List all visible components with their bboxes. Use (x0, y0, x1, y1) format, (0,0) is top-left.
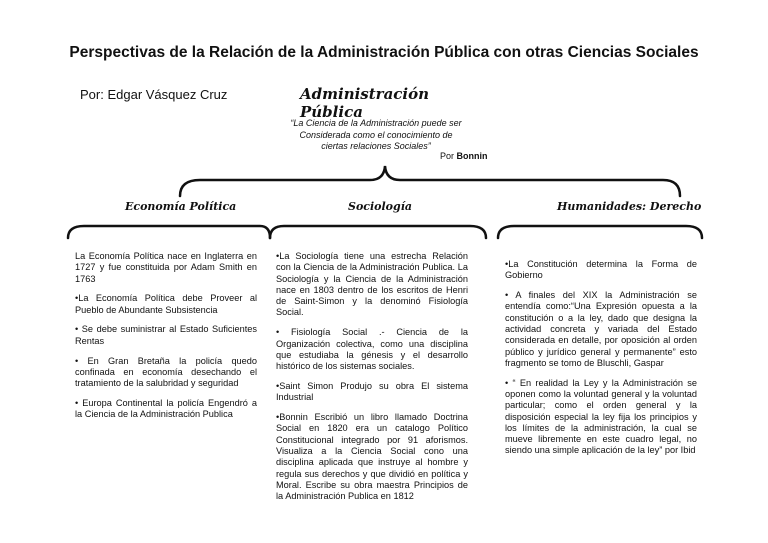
top-brace (180, 166, 680, 196)
brace-economia (68, 226, 270, 238)
quote-attribution-prefix: Por (440, 151, 455, 161)
paragraph: •La Constitución determina la Forma de Gobierno (505, 259, 697, 281)
main-heading: Administración Pública (300, 85, 430, 121)
quote-attribution-name: Bonnin (456, 151, 488, 161)
brace-sociologia (270, 226, 486, 238)
paragraph: •La Economía Política debe Proveer al Pueblo de Abundante Subsistencia (75, 293, 257, 315)
paragraph: •Saint Simon Produjo su obra El sistema Industrial (276, 380, 468, 403)
column-humanidades-derecho (505, 259, 697, 465)
paragraph: La Economía Política nace en Inglaterra en 1727 y fue constituida por Adam Smith en 1763 (75, 251, 257, 284)
quote: “La Ciencia de la Administración puede ser Considerada como el conocimiento de ciertas relaciones Sociales” (290, 118, 462, 151)
column-sociologia (276, 251, 468, 511)
paragraph: •La Sociología tiene una estrecha Relación con la Ciencia de la Administración Publica. La Sociología y la Ciencia de la Administración nace en 1803 dentro de los escritos de Henri de Saint-Simon y la denominó Fisiología Social. (276, 251, 468, 318)
heading-humanidades-derecho: Humanidades: Derecho (557, 200, 702, 213)
column-economia-politica (75, 251, 257, 429)
paragraph: •Bonnin Escribió un libro llamado Doctrina Social en 1820 era un catalogo Político Constitucional integrado por 91 aforismos. Visualiza a la Ciencia Social cono una disciplina aplicada que instruye al hombre y regula sus derechos y que dividió en política y Moral. Escribe su obra maestra Principios de la Administración Publica en 1812 (276, 412, 468, 502)
paragraph: • A finales del XIX la Administración se entendía como:“Una Expresión opuesta a la constitución o a la ley, dado que designa la actividad concreta y variada del Estado considerada en detalle, por oposición al orden público y jurídico general y permanente” esto fragmento se tomo de Bluschli, Gaspar (505, 290, 697, 368)
brace-humanidades (498, 226, 702, 238)
paragraph: • Fisiología Social .- Ciencia de la Organización colectiva, como una disciplina que estudiaba la génesis y el desarrollo histórico de los sistemas sociales. (276, 327, 468, 372)
paragraph: • Europa Continental la policía Engendró a la Ciencia de la Administración Publica (75, 397, 257, 420)
author-line: Por: Edgar Vásquez Cruz (80, 87, 228, 102)
paragraph: • “ En realidad la Ley y la Administración se oponen como la voluntad general y la voluntad particular; como el orden general y la disposición especial la ley fija los principios y los límites de la administración, la cual se mueve libremente en este cuadro legal, no siendo una simple aplicación de la ley” por Ibid (505, 377, 697, 456)
heading-sociologia: Sociología (348, 200, 413, 213)
heading-economia-politica: Economía Política (125, 200, 237, 213)
paragraph: • Se debe suministrar al Estado Suficientes Rentas (75, 324, 257, 346)
page-title: Perspectivas de la Relación de la Administración Pública con otras Ciencias Sociales (69, 44, 699, 61)
paragraph: • En Gran Bretaña la policía quedo confinada en economía desechando el tratamiento de la salubridad y seguridad (75, 355, 257, 389)
